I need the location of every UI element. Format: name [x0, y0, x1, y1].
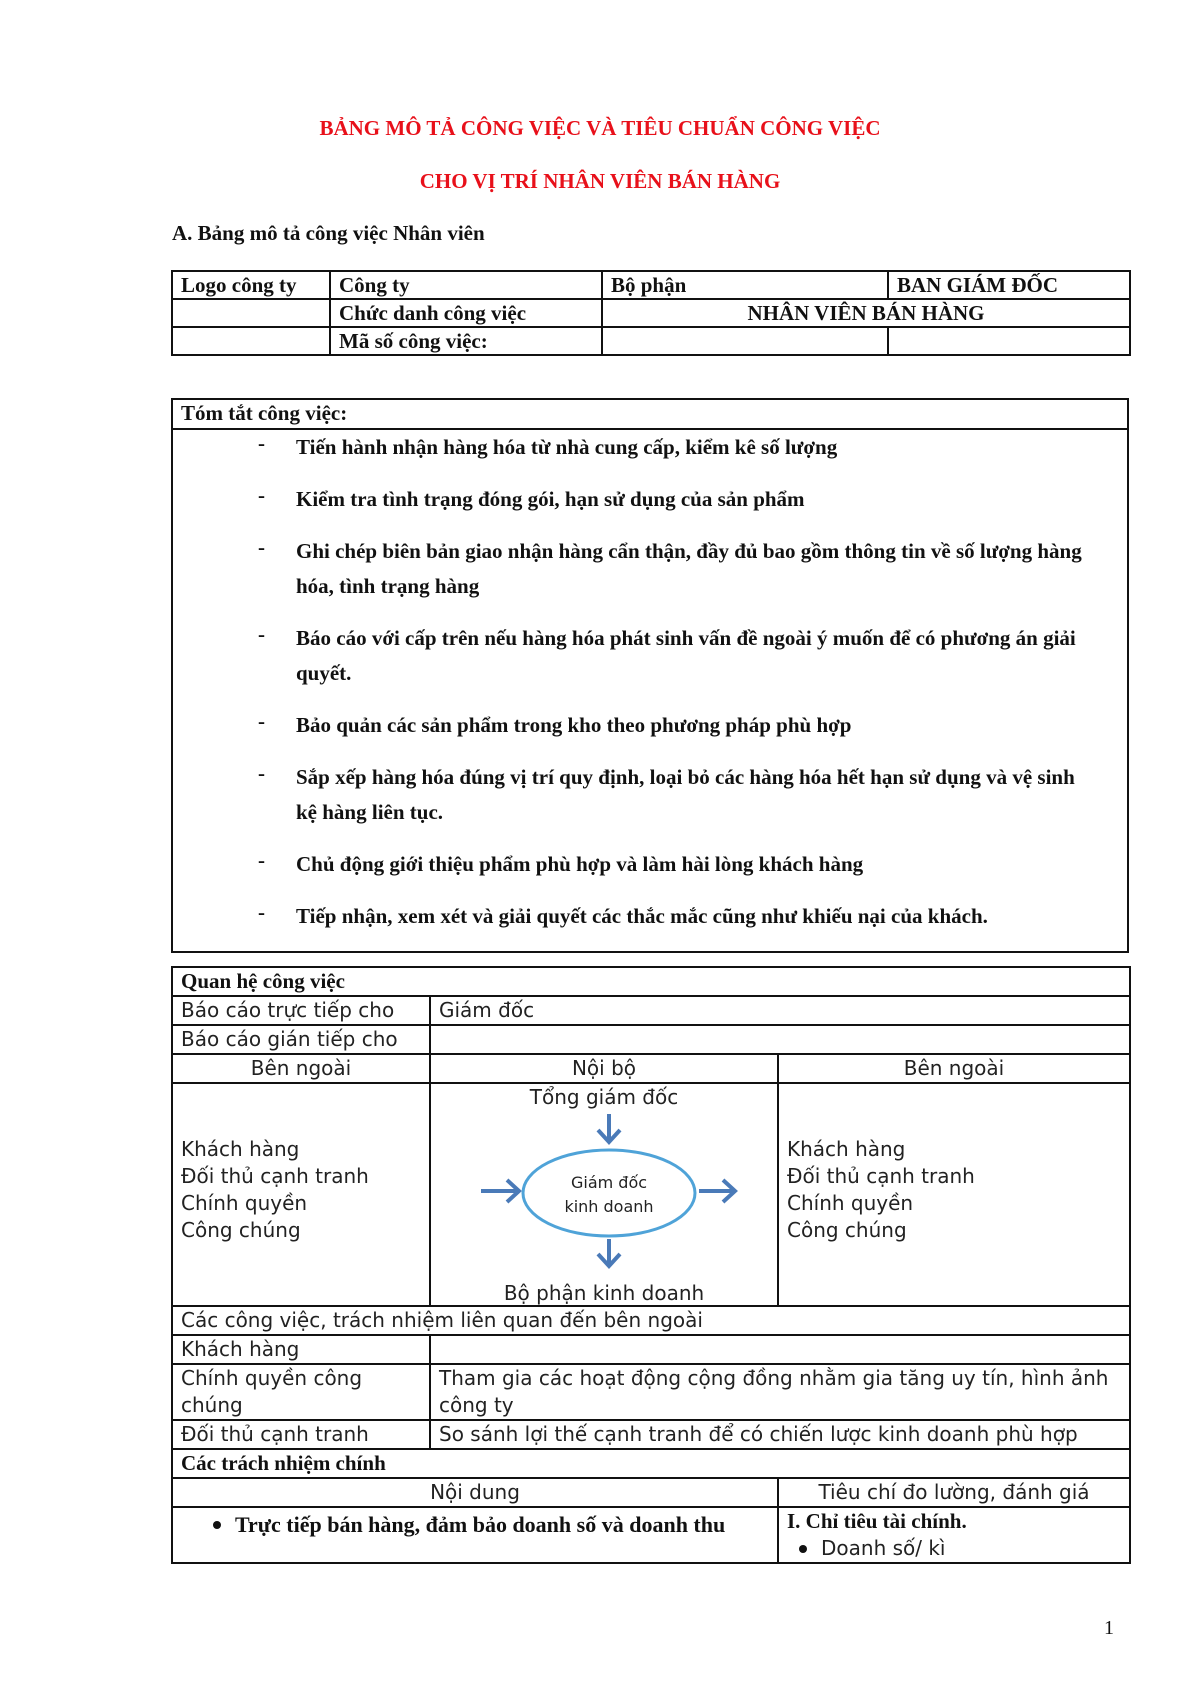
criteria-header: Tiêu chí đo lường, đánh giá [778, 1478, 1130, 1507]
indirect-report-value [430, 1025, 1130, 1054]
external-right-list [778, 1083, 1130, 1306]
center-label-line1: Giám đốc [570, 1173, 648, 1192]
criteria-cell [778, 1507, 1130, 1563]
job-title-label: Chức danh công việc [330, 299, 602, 327]
arrow-down-top [598, 1114, 620, 1142]
list-item: Chính quyền [181, 1191, 308, 1215]
bullet-icon [213, 1521, 221, 1529]
summary-list [173, 430, 1127, 934]
list-item: Chính quyền [787, 1191, 914, 1215]
page-number: 1 [1104, 1617, 1114, 1639]
document-title: BẢNG MÔ TẢ CÔNG VIỆC VÀ TIÊU CHUẨN CÔNG VIỆC [319, 116, 881, 140]
summary-item [258, 847, 1099, 882]
competitor-value: So sánh lợi thế cạnh tranh để có chiến lược kinh doanh phù hợp [430, 1420, 1130, 1449]
work-relations-table [171, 966, 1131, 1564]
external-left-header: Bên ngoài [172, 1054, 430, 1083]
summary-item [258, 430, 1099, 465]
empty-cell [172, 327, 330, 355]
summary-item [258, 482, 1099, 517]
government-value: Tham gia các hoạt động cộng đồng nhằm gia tăng uy tín, hình ảnh công ty [430, 1364, 1130, 1420]
outside-duties-heading: Các công việc, trách nhiệm liên quan đến bên ngoài [172, 1306, 1130, 1335]
criteria-item: Doanh số/ kì [821, 1536, 946, 1560]
summary-item-text: Kiểm tra tình trạng đóng gói, hạn sử dụng của sản phẩm [296, 487, 805, 511]
list-item [787, 1535, 1121, 1562]
list-item: Đối thủ cạnh tranh [787, 1164, 975, 1188]
summary-item [258, 899, 1099, 934]
dash-icon: - [258, 900, 265, 924]
job-summary-table [171, 398, 1129, 953]
summary-item-text: Tiến hành nhận hàng hóa từ nhà cung cấp, kiểm kê số lượng [296, 435, 838, 459]
summary-item-text: Sắp xếp hàng hóa đúng vị trí quy định, loại bỏ các hàng hóa hết hạn sử dụng và vệ sinh kệ hàng liên tục. [296, 765, 1075, 824]
list-item: Công chúng [787, 1218, 907, 1242]
job-code-value [602, 327, 888, 355]
list-item: Công chúng [181, 1218, 301, 1242]
criteria-group: I. Chỉ tiêu tài chính. [787, 1509, 967, 1533]
customers-label: Khách hàng [172, 1335, 430, 1364]
job-header-table [171, 270, 1131, 356]
internal-diagram [430, 1083, 778, 1306]
indirect-report-label: Báo cáo gián tiếp cho [172, 1025, 430, 1054]
dash-icon: - [258, 483, 265, 507]
list-item: Khách hàng [181, 1137, 300, 1161]
empty-cell [172, 299, 330, 327]
section-a-heading: A. Bảng mô tả công việc Nhân viên [172, 221, 485, 245]
internal-header: Nội bộ [430, 1054, 778, 1083]
document-subtitle: CHO VỊ TRÍ NHÂN VIÊN BÁN HÀNG [419, 169, 781, 193]
list-item: Khách hàng [787, 1137, 906, 1161]
bullet-icon [799, 1545, 807, 1553]
dash-icon: - [258, 848, 265, 872]
logo-cell: Logo công ty [172, 271, 330, 299]
summary-item [258, 760, 1099, 830]
company-cell: Công ty [330, 271, 602, 299]
summary-item [258, 534, 1099, 604]
summary-item [258, 621, 1099, 691]
summary-item-text: Bảo quản các sản phẩm trong kho theo phương pháp phù hợp [296, 713, 852, 737]
department-value: BAN GIÁM ĐỐC [888, 271, 1130, 299]
arrow-right-right [699, 1180, 735, 1202]
empty-cell [888, 327, 1130, 355]
external-right-header: Bên ngoài [778, 1054, 1130, 1083]
center-ellipse [523, 1150, 695, 1236]
dash-icon: - [258, 431, 265, 455]
responsibility-cell [172, 1507, 778, 1563]
internal-bottom-label: Bộ phận kinh doanh [503, 1281, 705, 1305]
content-header: Nội dung [172, 1478, 778, 1507]
list-item: Đối thủ cạnh tranh [181, 1164, 369, 1188]
responsibilities-heading: Các trách nhiệm chính [172, 1449, 1130, 1478]
relations-heading: Quan hệ công việc [172, 967, 1130, 996]
summary-item [258, 708, 1099, 743]
customers-value [430, 1335, 1130, 1364]
external-left-list [172, 1083, 430, 1306]
summary-body [172, 429, 1128, 952]
arrow-right-left [481, 1180, 519, 1202]
list-item [213, 1508, 763, 1541]
summary-heading: Tóm tắt công việc: [172, 399, 1128, 429]
job-title-value: NHÂN VIÊN BÁN HÀNG [602, 299, 1130, 327]
org-diagram [431, 1084, 778, 1305]
responsibility-text: Trực tiếp bán hàng, đảm bảo doanh số và doanh thu [235, 1512, 726, 1537]
dash-icon: - [258, 535, 265, 559]
summary-item-text: Ghi chép biên bản giao nhận hàng cẩn thận, đầy đủ bao gồm thông tin về số lượng hàng hóa, tình trạng hàng [296, 539, 1082, 598]
summary-item-text: Chủ động giới thiệu phẩm phù hợp và làm hài lòng khách hàng [296, 852, 864, 876]
government-label: Chính quyền công chúng [172, 1364, 430, 1420]
direct-report-label: Báo cáo trực tiếp cho [172, 996, 430, 1025]
competitor-label: Đối thủ cạnh tranh [172, 1420, 430, 1449]
direct-report-value: Giám đốc [430, 996, 1130, 1025]
center-label-line2: kinh doanh [564, 1197, 654, 1216]
dash-icon: - [258, 709, 265, 733]
department-label: Bộ phận [602, 271, 888, 299]
summary-item-text: Báo cáo với cấp trên nếu hàng hóa phát sinh vấn đề ngoài ý muốn để có phương án giải quyết. [296, 626, 1076, 685]
dash-icon: - [258, 761, 265, 785]
arrow-down-bottom [598, 1239, 620, 1266]
dash-icon: - [258, 622, 265, 646]
summary-item-text: Tiếp nhận, xem xét và giải quyết các thắc mắc cũng như khiếu nại của khách. [296, 904, 988, 928]
job-code-label: Mã số công việc: [330, 327, 602, 355]
internal-top-label: Tổng giám đốc [529, 1085, 679, 1109]
